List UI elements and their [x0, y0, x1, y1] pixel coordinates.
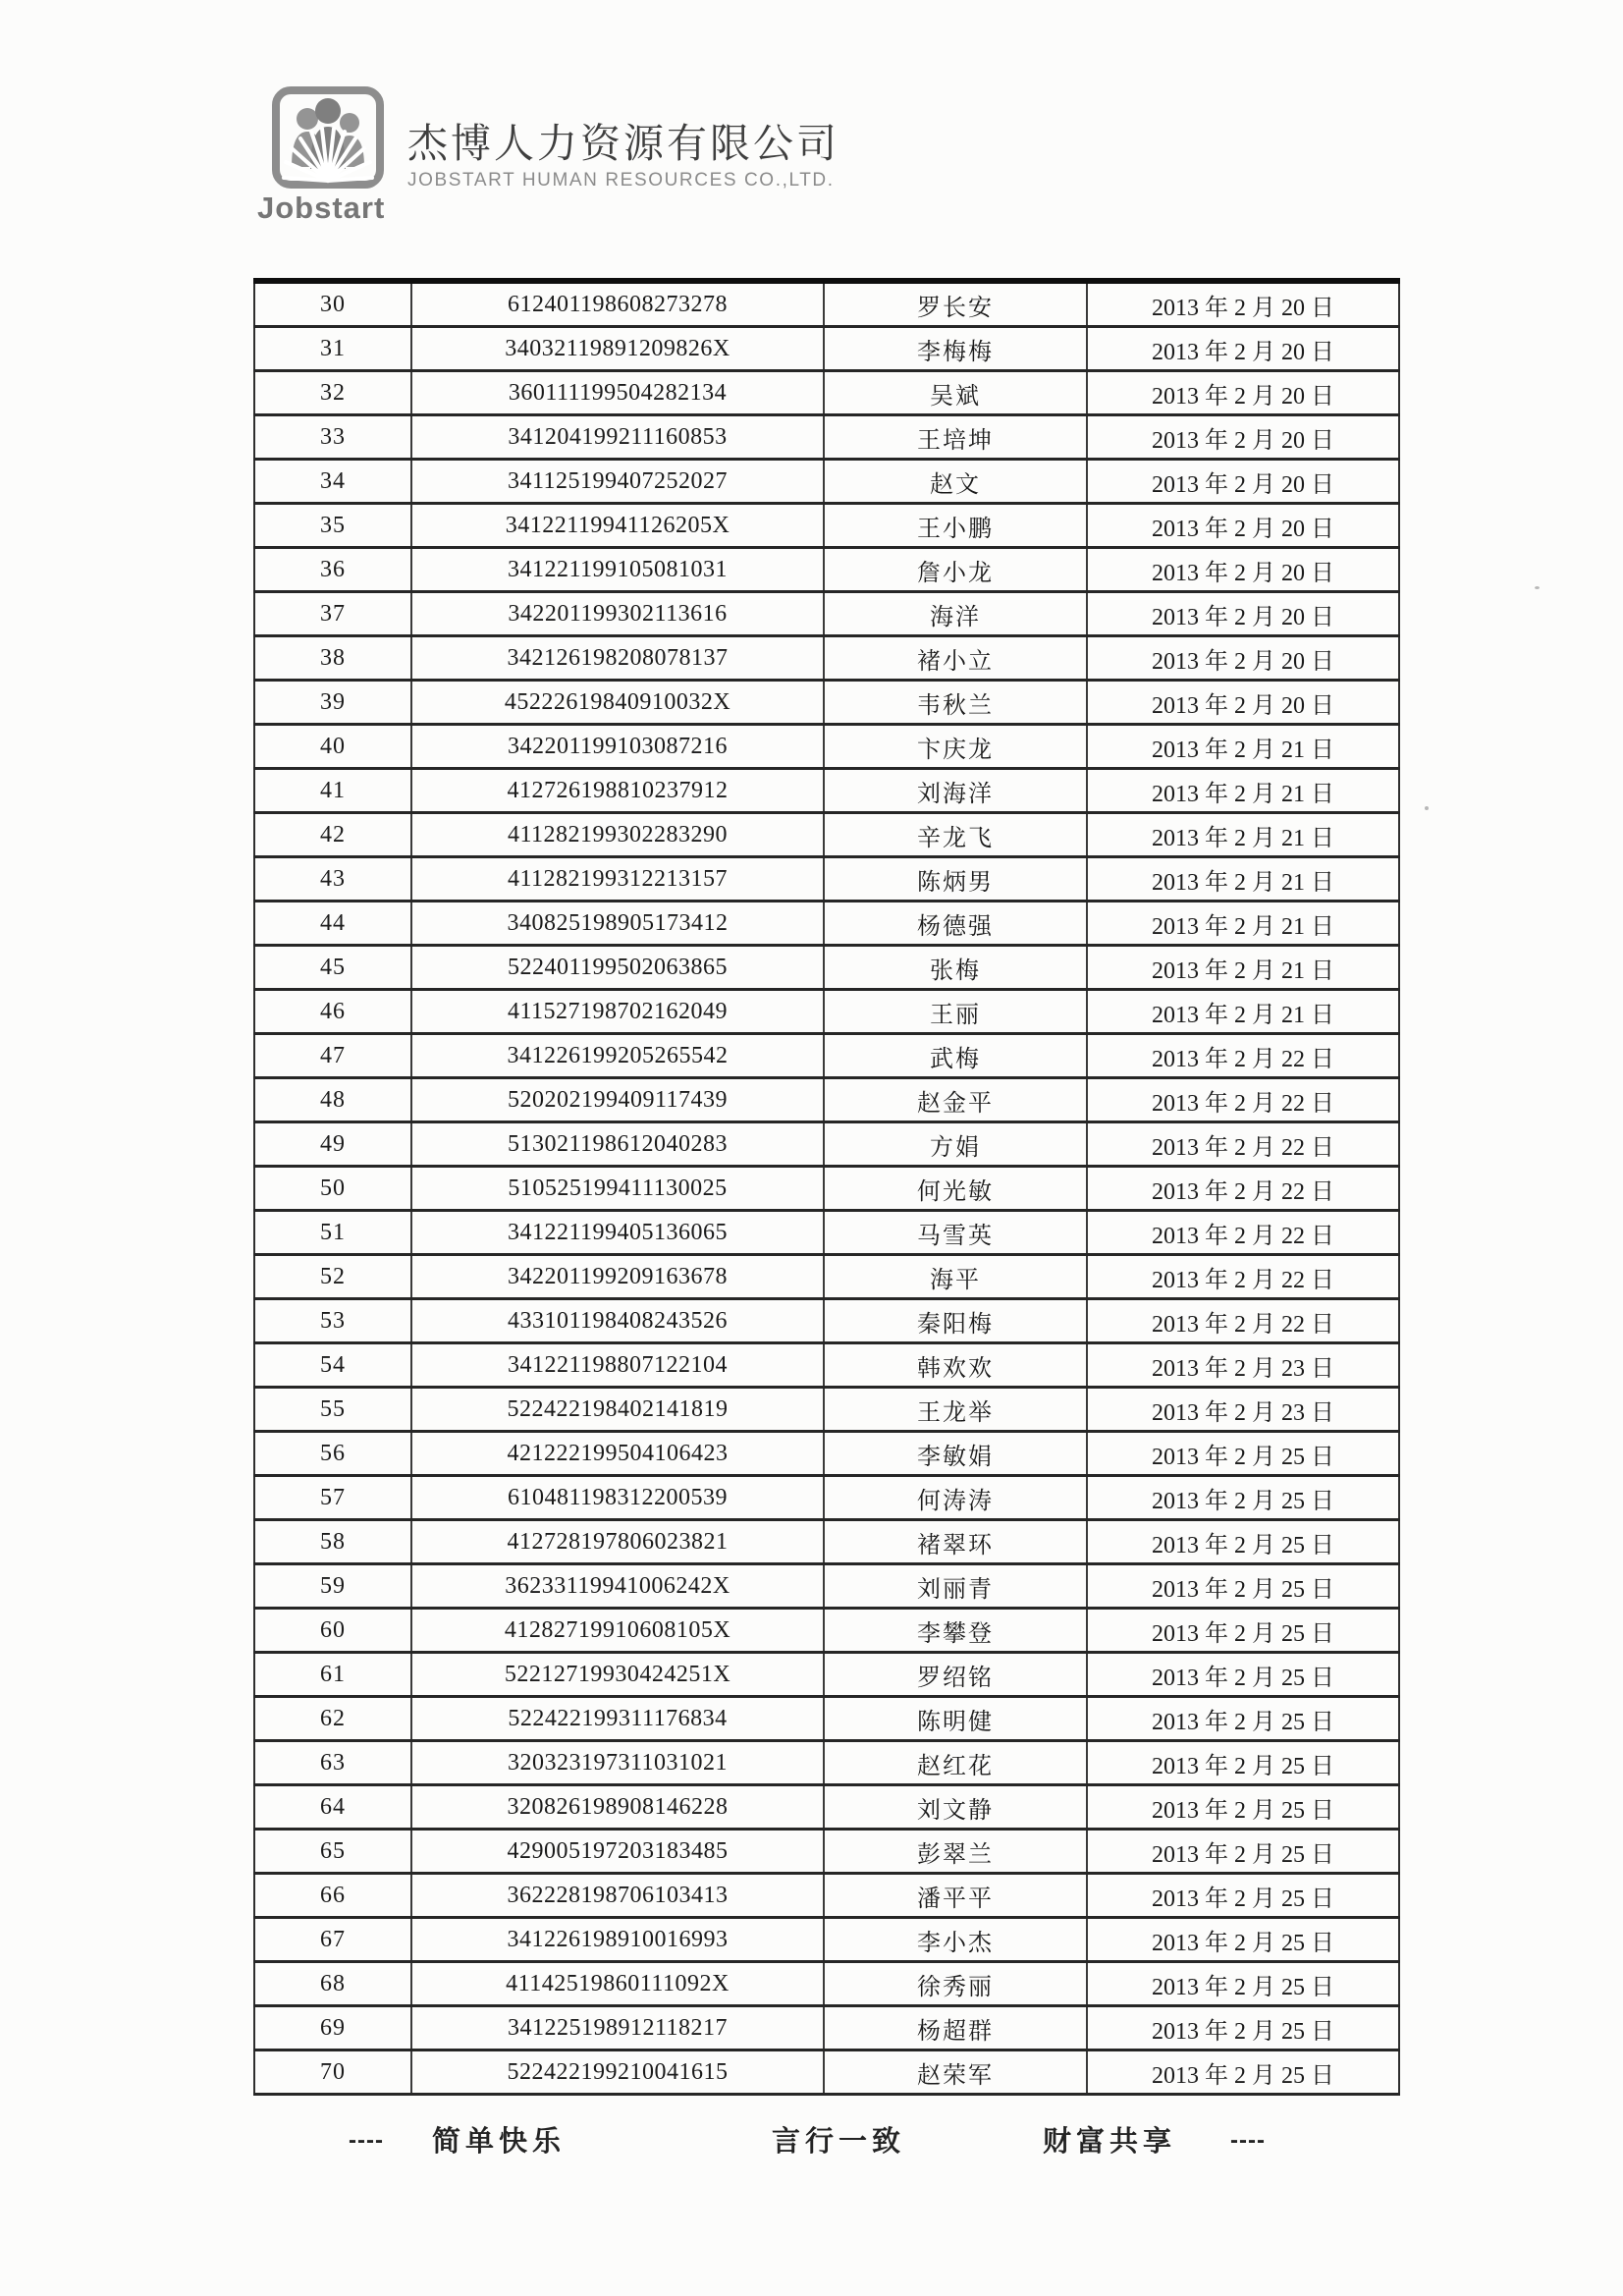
cell-date: 2013 年 2 月 22 日	[1087, 1167, 1399, 1211]
cell-name: 刘文静	[824, 1785, 1087, 1830]
cell-name: 李梅梅	[824, 327, 1087, 371]
cell-id_number: 41142519860111092X	[411, 1962, 824, 2006]
cell-id_number: 41282719910608105X	[411, 1609, 824, 1653]
cell-index: 52	[254, 1255, 411, 1299]
table-row	[254, 1785, 1399, 1830]
table-row	[254, 1609, 1399, 1653]
footer-slogan-1: 简单快乐	[432, 2126, 567, 2158]
cell-index: 41	[254, 769, 411, 813]
table-row	[254, 1167, 1399, 1211]
cell-name: 罗绍铭	[824, 1653, 1087, 1697]
cell-id_number: 411282199312213157	[411, 857, 824, 902]
cell-date: 2013 年 2 月 25 日	[1087, 1609, 1399, 1653]
cell-name: 韩欢欢	[824, 1343, 1087, 1388]
table-row	[254, 813, 1399, 857]
cell-date: 2013 年 2 月 25 日	[1087, 1830, 1399, 1874]
table-row	[254, 1255, 1399, 1299]
company-name-block	[407, 122, 839, 191]
table-row	[254, 2050, 1399, 2095]
jobstart-logo-svg	[271, 86, 385, 189]
cell-date: 2013 年 2 月 25 日	[1087, 2050, 1399, 2095]
table-row	[254, 1034, 1399, 1078]
cell-id_number: 320826198908146228	[411, 1785, 824, 1830]
cell-id_number: 36233119941006242X	[411, 1564, 824, 1609]
cell-name: 陈炳男	[824, 857, 1087, 902]
cell-name: 徐秀丽	[824, 1962, 1087, 2006]
cell-id_number: 341204199211160853	[411, 415, 824, 460]
cell-name: 褚小立	[824, 636, 1087, 681]
table-row	[254, 1122, 1399, 1167]
cell-date: 2013 年 2 月 20 日	[1087, 460, 1399, 504]
cell-date: 2013 年 2 月 25 日	[1087, 1476, 1399, 1520]
cell-name: 海平	[824, 1255, 1087, 1299]
cell-date: 2013 年 2 月 23 日	[1087, 1343, 1399, 1388]
cell-index: 54	[254, 1343, 411, 1388]
cell-name: 赵荣军	[824, 2050, 1087, 2095]
cell-id_number: 341125199407252027	[411, 460, 824, 504]
table-row	[254, 2006, 1399, 2050]
table-row	[254, 415, 1399, 460]
cell-index: 65	[254, 1830, 411, 1874]
table-row	[254, 460, 1399, 504]
table-row	[254, 1432, 1399, 1476]
table-row	[254, 681, 1399, 725]
cell-name: 刘海洋	[824, 769, 1087, 813]
table-row	[254, 1918, 1399, 1962]
cell-date: 2013 年 2 月 22 日	[1087, 1078, 1399, 1122]
cell-index: 34	[254, 460, 411, 504]
cell-index: 46	[254, 990, 411, 1034]
table-row	[254, 1520, 1399, 1564]
cell-index: 47	[254, 1034, 411, 1078]
cell-date: 2013 年 2 月 22 日	[1087, 1211, 1399, 1255]
table-row	[254, 1343, 1399, 1388]
cell-name: 王丽	[824, 990, 1087, 1034]
cell-id_number: 510525199411130025	[411, 1167, 824, 1211]
cell-index: 57	[254, 1476, 411, 1520]
cell-id_number: 341221199405136065	[411, 1211, 824, 1255]
cell-date: 2013 年 2 月 25 日	[1087, 1653, 1399, 1697]
cell-index: 55	[254, 1388, 411, 1432]
table-row	[254, 1874, 1399, 1918]
cell-id_number: 341221198807122104	[411, 1343, 824, 1388]
cell-id_number: 610481198312200539	[411, 1476, 824, 1520]
cell-index: 40	[254, 725, 411, 769]
cell-name: 吴斌	[824, 371, 1087, 415]
cell-id_number: 433101198408243526	[411, 1299, 824, 1343]
cell-id_number: 320323197311031021	[411, 1741, 824, 1785]
cell-name: 赵红花	[824, 1741, 1087, 1785]
company-name-en: JOBSTART HUMAN RESOURCES CO.,LTD.	[407, 170, 835, 191]
cell-id_number: 513021198612040283	[411, 1122, 824, 1167]
cell-index: 44	[254, 902, 411, 946]
cell-index: 61	[254, 1653, 411, 1697]
scan-speckle	[1425, 806, 1429, 810]
cell-index: 31	[254, 327, 411, 371]
table-row	[254, 1299, 1399, 1343]
cell-index: 66	[254, 1874, 411, 1918]
table-row	[254, 636, 1399, 681]
cell-date: 2013 年 2 月 21 日	[1087, 990, 1399, 1034]
table-row	[254, 1078, 1399, 1122]
cell-index: 43	[254, 857, 411, 902]
cell-date: 2013 年 2 月 22 日	[1087, 1034, 1399, 1078]
scan-speckle	[1535, 586, 1540, 589]
cell-date: 2013 年 2 月 20 日	[1087, 504, 1399, 548]
table-row	[254, 371, 1399, 415]
cell-date: 2013 年 2 月 21 日	[1087, 769, 1399, 813]
cell-index: 67	[254, 1918, 411, 1962]
cell-id_number: 362228198706103413	[411, 1874, 824, 1918]
cell-date: 2013 年 2 月 20 日	[1087, 415, 1399, 460]
cell-id_number: 52212719930424251X	[411, 1653, 824, 1697]
table-row	[254, 1653, 1399, 1697]
cell-id_number: 341221199105081031	[411, 548, 824, 592]
cell-id_number: 522401199502063865	[411, 946, 824, 990]
cell-date: 2013 年 2 月 25 日	[1087, 1520, 1399, 1564]
cell-index: 63	[254, 1741, 411, 1785]
table-row	[254, 327, 1399, 371]
table-row	[254, 1830, 1399, 1874]
cell-id_number: 520202199409117439	[411, 1078, 824, 1122]
table-row	[254, 902, 1399, 946]
table-row	[254, 1741, 1399, 1785]
cell-date: 2013 年 2 月 21 日	[1087, 946, 1399, 990]
cell-date: 2013 年 2 月 20 日	[1087, 327, 1399, 371]
cell-id_number: 342201199209163678	[411, 1255, 824, 1299]
cell-index: 36	[254, 548, 411, 592]
cell-name: 赵文	[824, 460, 1087, 504]
cell-date: 2013 年 2 月 20 日	[1087, 548, 1399, 592]
cell-name: 赵金平	[824, 1078, 1087, 1122]
cell-name: 陈明健	[824, 1697, 1087, 1741]
cell-date: 2013 年 2 月 25 日	[1087, 1918, 1399, 1962]
cell-id_number: 342201199103087216	[411, 725, 824, 769]
cell-date: 2013 年 2 月 25 日	[1087, 1962, 1399, 2006]
table-row	[254, 857, 1399, 902]
cell-index: 69	[254, 2006, 411, 2050]
cell-name: 秦阳梅	[824, 1299, 1087, 1343]
table-row	[254, 1962, 1399, 2006]
cell-id_number: 342201199302113616	[411, 592, 824, 636]
cell-name: 卞庆龙	[824, 725, 1087, 769]
cell-name: 王龙举	[824, 1388, 1087, 1432]
cell-date: 2013 年 2 月 22 日	[1087, 1255, 1399, 1299]
cell-id_number: 411527198702162049	[411, 990, 824, 1034]
table-row	[254, 281, 1399, 327]
cell-date: 2013 年 2 月 21 日	[1087, 857, 1399, 902]
cell-index: 39	[254, 681, 411, 725]
table-row	[254, 725, 1399, 769]
cell-id_number: 341226198910016993	[411, 1918, 824, 1962]
cell-name: 王培坤	[824, 415, 1087, 460]
cell-name: 马雪英	[824, 1211, 1087, 1255]
cell-date: 2013 年 2 月 20 日	[1087, 636, 1399, 681]
footer-slogan-2: 言行一致	[772, 2126, 906, 2158]
footer-slogan-3: 财富共享	[1043, 2126, 1177, 2158]
cell-name: 武梅	[824, 1034, 1087, 1078]
roster-table	[253, 278, 1400, 2096]
cell-index: 50	[254, 1167, 411, 1211]
company-logo	[257, 86, 405, 226]
table-row	[254, 769, 1399, 813]
table-row	[254, 1211, 1399, 1255]
cell-id_number: 522422199210041615	[411, 2050, 824, 2095]
cell-date: 2013 年 2 月 25 日	[1087, 1874, 1399, 1918]
table-row	[254, 1388, 1399, 1432]
cell-id_number: 340825198905173412	[411, 902, 824, 946]
cell-date: 2013 年 2 月 25 日	[1087, 1697, 1399, 1741]
cell-date: 2013 年 2 月 21 日	[1087, 725, 1399, 769]
cell-id_number: 411282199302283290	[411, 813, 824, 857]
cell-name: 何光敏	[824, 1167, 1087, 1211]
cell-date: 2013 年 2 月 25 日	[1087, 1432, 1399, 1476]
cell-index: 53	[254, 1299, 411, 1343]
cell-id_number: 341225198912118217	[411, 2006, 824, 2050]
cell-index: 49	[254, 1122, 411, 1167]
cell-name: 杨超群	[824, 2006, 1087, 2050]
cell-id_number: 341226199205265542	[411, 1034, 824, 1078]
cell-id_number: 45222619840910032X	[411, 681, 824, 725]
cell-id_number: 522422199311176834	[411, 1697, 824, 1741]
cell-index: 51	[254, 1211, 411, 1255]
cell-index: 32	[254, 371, 411, 415]
cell-id_number: 34122119941126205X	[411, 504, 824, 548]
cell-name: 褚翠环	[824, 1520, 1087, 1564]
logo-wordmark: Jobstart	[257, 191, 386, 225]
cell-id_number: 612401198608273278	[411, 281, 824, 327]
cell-index: 58	[254, 1520, 411, 1564]
cell-name: 刘丽青	[824, 1564, 1087, 1609]
cell-name: 韦秋兰	[824, 681, 1087, 725]
cell-index: 68	[254, 1962, 411, 2006]
cell-date: 2013 年 2 月 25 日	[1087, 1741, 1399, 1785]
cell-index: 42	[254, 813, 411, 857]
cell-index: 38	[254, 636, 411, 681]
cell-date: 2013 年 2 月 25 日	[1087, 1785, 1399, 1830]
cell-name: 海洋	[824, 592, 1087, 636]
roster-table-container	[253, 278, 1400, 2096]
table-row	[254, 504, 1399, 548]
company-name-zh: 杰博人力资源有限公司	[407, 121, 839, 166]
cell-index: 48	[254, 1078, 411, 1122]
table-row	[254, 548, 1399, 592]
cell-date: 2013 年 2 月 21 日	[1087, 902, 1399, 946]
cell-name: 詹小龙	[824, 548, 1087, 592]
footer-dash-right: ----	[1230, 2127, 1266, 2154]
table-row	[254, 592, 1399, 636]
cell-id_number: 522422198402141819	[411, 1388, 824, 1432]
cell-name: 杨德强	[824, 902, 1087, 946]
cell-id_number: 429005197203183485	[411, 1830, 824, 1874]
cell-name: 彭翠兰	[824, 1830, 1087, 1874]
cell-name: 潘平平	[824, 1874, 1087, 1918]
cell-name: 辛龙飞	[824, 813, 1087, 857]
cell-date: 2013 年 2 月 25 日	[1087, 2006, 1399, 2050]
cell-index: 59	[254, 1564, 411, 1609]
jobstart-logo-icon	[271, 86, 385, 189]
cell-index: 33	[254, 415, 411, 460]
table-row	[254, 990, 1399, 1034]
cell-id_number: 360111199504282134	[411, 371, 824, 415]
cell-name: 罗长安	[824, 281, 1087, 327]
cell-index: 62	[254, 1697, 411, 1741]
cell-name: 何涛涛	[824, 1476, 1087, 1520]
cell-index: 35	[254, 504, 411, 548]
cell-date: 2013 年 2 月 20 日	[1087, 371, 1399, 415]
cell-date: 2013 年 2 月 20 日	[1087, 592, 1399, 636]
footer-dash-left: ----	[349, 2127, 384, 2154]
cell-id_number: 412728197806023821	[411, 1520, 824, 1564]
cell-id_number: 342126198208078137	[411, 636, 824, 681]
cell-date: 2013 年 2 月 22 日	[1087, 1122, 1399, 1167]
cell-index: 70	[254, 2050, 411, 2095]
cell-name: 李敏娟	[824, 1432, 1087, 1476]
cell-name: 李小杰	[824, 1918, 1087, 1962]
cell-name: 王小鹏	[824, 504, 1087, 548]
cell-index: 60	[254, 1609, 411, 1653]
cell-index: 45	[254, 946, 411, 990]
cell-name: 方娟	[824, 1122, 1087, 1167]
cell-date: 2013 年 2 月 25 日	[1087, 1564, 1399, 1609]
cell-index: 37	[254, 592, 411, 636]
cell-date: 2013 年 2 月 21 日	[1087, 813, 1399, 857]
table-row	[254, 1476, 1399, 1520]
table-row	[254, 1697, 1399, 1741]
table-row	[254, 946, 1399, 990]
cell-id_number: 34032119891209826X	[411, 327, 824, 371]
table-row	[254, 1564, 1399, 1609]
cell-index: 56	[254, 1432, 411, 1476]
cell-date: 2013 年 2 月 23 日	[1087, 1388, 1399, 1432]
cell-index: 64	[254, 1785, 411, 1830]
cell-date: 2013 年 2 月 22 日	[1087, 1299, 1399, 1343]
cell-index: 30	[320, 291, 346, 317]
cell-date: 2013 年 2 月 20 日	[1087, 281, 1399, 327]
cell-name: 李攀登	[824, 1609, 1087, 1653]
roster-table-body	[254, 281, 1399, 2095]
cell-id_number: 412726198810237912	[411, 769, 824, 813]
cell-name: 张梅	[824, 946, 1087, 990]
cell-date: 2013 年 2 月 20 日	[1087, 681, 1399, 725]
cell-id_number: 421222199504106423	[411, 1432, 824, 1476]
